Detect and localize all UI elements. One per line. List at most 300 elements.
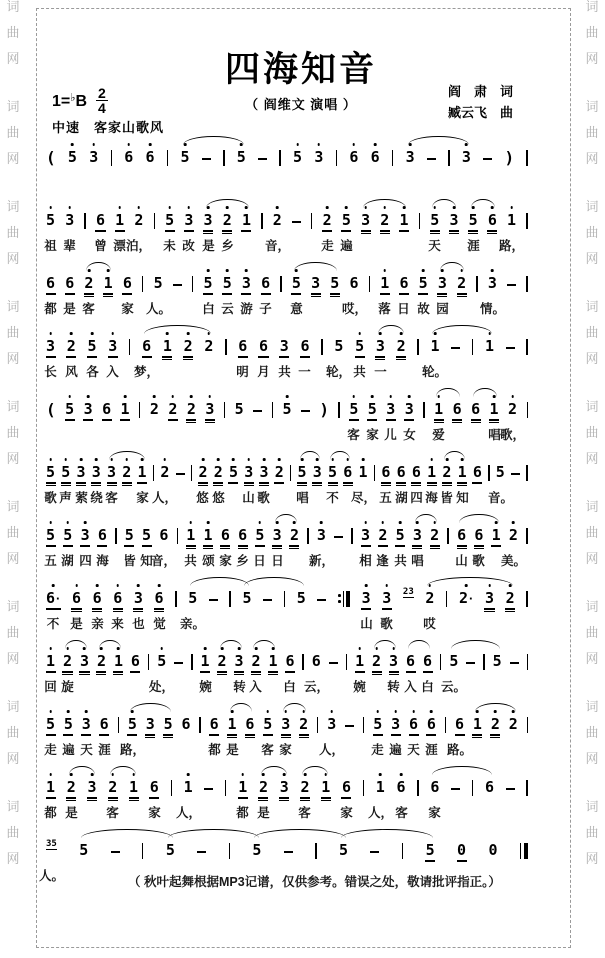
note: 2 (508, 401, 517, 418)
barline (472, 780, 473, 796)
note: 5 (234, 400, 244, 418)
octave-dot (111, 332, 114, 335)
note: 3 (80, 653, 89, 670)
barline (224, 402, 225, 418)
lyric-syllable: 长 (44, 365, 57, 379)
barline (315, 843, 316, 859)
slur-tie-arc (432, 766, 492, 775)
note: 3 (389, 653, 398, 670)
time-numerator: 2 (98, 85, 106, 101)
octave-dot (226, 269, 229, 272)
lyric-syllable: 路， (119, 743, 146, 757)
final-barline (520, 843, 528, 859)
score-line (46, 445, 528, 508)
note: 6 (100, 716, 109, 733)
barline (290, 465, 291, 481)
note: 2 (290, 527, 299, 544)
octave-dot (138, 206, 141, 209)
score (38, 130, 528, 886)
octave-dot (512, 521, 515, 524)
octave-dot (202, 458, 205, 461)
note: 1 (485, 338, 494, 355)
note: 6 (221, 527, 230, 544)
octave-dot (189, 521, 192, 524)
octave-dot (267, 710, 270, 713)
note: 3 (488, 275, 497, 292)
note: 3 (317, 527, 326, 544)
lyrics-row (46, 796, 528, 823)
note: 1 (184, 779, 193, 796)
note: 5 (61, 464, 70, 481)
notes-row (46, 256, 528, 292)
note: 5 (204, 275, 213, 292)
note: 5 (282, 401, 291, 418)
lyric-syllable: 都 (44, 806, 57, 820)
octave-dot (385, 584, 388, 587)
note: 3 (406, 149, 415, 166)
slur-tie-arc (341, 829, 433, 838)
lyrics-row (46, 292, 528, 319)
octave-dot (164, 458, 167, 461)
octave-dot (92, 143, 95, 146)
note: 5 (334, 337, 344, 355)
note: 1 (138, 464, 147, 481)
lyric-syllable: 美。 (500, 554, 527, 568)
note: 3 (205, 401, 214, 418)
barline (317, 717, 318, 733)
note: 6 (349, 274, 359, 292)
note: 3 (314, 149, 323, 166)
barline (225, 780, 226, 796)
watermark-char: 曲 (585, 225, 599, 240)
note: 3 (146, 716, 155, 733)
note: 2 (323, 212, 332, 229)
octave-dot (241, 773, 244, 776)
slur-tie-arc (444, 451, 465, 460)
barline (423, 402, 424, 418)
lyrics-row (46, 544, 528, 571)
duration-dash (506, 788, 515, 790)
lyric-syllable: 爱 (432, 428, 445, 442)
lyric-syllable: 轮。 (421, 365, 448, 379)
note: 3 (244, 464, 253, 481)
slur-tie-arc (408, 136, 469, 145)
parenthesis: ( (46, 400, 56, 419)
note: 2 (506, 590, 515, 607)
lyric-syllable: 游 (240, 302, 253, 316)
barline (526, 465, 527, 481)
note: 3 (361, 212, 370, 229)
slur-tie-arc (440, 262, 464, 271)
lyric-syllable: 萦 (75, 491, 88, 505)
slur-tie-arc (471, 199, 495, 208)
lyric-syllable: 一 (298, 365, 311, 379)
lyric-syllable: 新， (308, 554, 335, 568)
note: 5 (396, 527, 405, 544)
note: 2 (84, 275, 93, 292)
score-line (46, 256, 528, 319)
watermark-right-column (583, 0, 601, 958)
song-title: 四海知音 (224, 50, 377, 89)
octave-dot (124, 395, 127, 398)
duration-dash (506, 347, 515, 349)
note: 6 (455, 716, 464, 733)
note: 1 (359, 464, 368, 481)
lyric-syllable: 湖 (61, 554, 74, 568)
watermark-char: 曲 (585, 325, 599, 340)
end-repeat-barline (338, 591, 350, 607)
lyric-syllable: 亲。 (179, 617, 206, 631)
note: 2 (184, 338, 193, 355)
lyric-syllable: 家 (121, 302, 134, 316)
barline (374, 465, 375, 481)
barline (363, 717, 364, 733)
watermark-char: 词 (6, 0, 20, 14)
lyric-syllable: 旋 (61, 680, 74, 694)
slur-tie-arc (436, 388, 460, 397)
barline (229, 843, 230, 859)
octave-dot (96, 584, 99, 587)
lyric-syllable: 逢 (376, 554, 389, 568)
note: 5 (64, 716, 73, 733)
barline (191, 654, 192, 670)
note: 6 (484, 778, 495, 796)
barline (483, 654, 484, 670)
slur-tie-arc (168, 829, 259, 838)
barline (527, 402, 528, 418)
note: 5 (88, 338, 97, 355)
octave-dot (286, 395, 289, 398)
note: 3 (184, 212, 193, 229)
octave-dot (422, 269, 425, 272)
slur-tie-arc (363, 199, 406, 208)
watermark-char: 网 (6, 51, 20, 66)
slur-tie-arc (261, 766, 287, 775)
watermark-char: 词 (6, 299, 20, 314)
barline (526, 150, 527, 166)
notes-row (46, 697, 528, 733)
octave-dot (276, 206, 279, 209)
note: 2 (187, 401, 196, 418)
slur-tie-arc (254, 829, 346, 838)
note: 5 (328, 464, 337, 481)
note: 3 (107, 464, 116, 481)
lyric-syllable: 家 (428, 806, 441, 820)
lyric-syllable: 都 (236, 806, 249, 820)
note: 1 (492, 527, 501, 544)
octave-dot (49, 647, 52, 650)
score-line (46, 634, 528, 697)
note: 3 (204, 212, 213, 229)
note: 5 (296, 589, 306, 607)
lyric-syllable: 乡 (236, 554, 249, 568)
duration-dash (202, 158, 211, 160)
duration-dash (204, 788, 213, 790)
note: 3 (280, 779, 289, 796)
note: 6 (412, 464, 421, 481)
note: 1 (399, 212, 408, 229)
watermark-char: 网 (585, 551, 599, 566)
watermark-char: 网 (585, 351, 599, 366)
octave-dot (430, 710, 433, 713)
duration-dash (345, 725, 354, 727)
barline (417, 339, 418, 355)
note: 5 (252, 841, 262, 859)
barline (440, 654, 441, 670)
note: 6 (457, 527, 466, 544)
note: 5 (65, 401, 74, 418)
watermark-char: 网 (585, 51, 599, 66)
octave-dot (67, 521, 70, 524)
watermark-char: 词 (6, 199, 20, 214)
note: 5 (157, 653, 166, 670)
performer-line: （ 阎维文 演唱 ） (245, 97, 357, 112)
watermark-char: 曲 (585, 625, 599, 640)
octave-dot (91, 332, 94, 335)
octave-dot (188, 206, 191, 209)
lyric-syllable: 未 (163, 239, 176, 253)
octave-dot (95, 458, 98, 461)
watermark-char: 词 (585, 499, 599, 514)
barline (280, 276, 281, 292)
note: 6 (427, 716, 436, 733)
duration-dash (370, 851, 379, 853)
note: 3 (361, 527, 370, 544)
octave-dot (320, 521, 323, 524)
lyric-syllable: 都 (44, 302, 57, 316)
octave-dot (49, 773, 52, 776)
lyric-syllable: 转 (233, 680, 246, 694)
note: 1 (490, 401, 499, 418)
octave-dot (376, 710, 379, 713)
note: 6 (181, 715, 191, 733)
lyric-syllable: 一 (374, 365, 387, 379)
parenthesis: ) (504, 148, 515, 167)
note: 2 (134, 212, 143, 229)
slur-tie-arc (451, 640, 500, 649)
lyric-syllable: 是 (257, 806, 270, 820)
barline (167, 150, 168, 166)
note: 3 (313, 464, 322, 481)
barline (446, 591, 447, 607)
duration-dash (317, 599, 326, 601)
lyric-syllable: 各 (86, 365, 99, 379)
lyric-syllable: 梦， (133, 365, 160, 379)
octave-dot (118, 206, 121, 209)
slur-tie-arc (432, 199, 456, 208)
lyric-syllable: 白 (202, 302, 215, 316)
watermark-char: 网 (6, 651, 20, 666)
note: 3 (413, 527, 422, 544)
note: 3 (108, 338, 117, 355)
note: 6 (259, 338, 268, 355)
duration-dash (329, 662, 338, 664)
note: 6 (430, 778, 440, 796)
score-line (46, 697, 528, 760)
watermark-char: 网 (6, 451, 20, 466)
note: 3 (273, 527, 282, 544)
barline (171, 780, 172, 796)
note: 6 (123, 275, 132, 292)
note: 6 (471, 401, 480, 418)
octave-dot (70, 332, 73, 335)
watermark-char: 词 (585, 199, 599, 214)
note: 6 (98, 527, 107, 544)
barline (369, 276, 370, 292)
note: 2 (430, 527, 439, 544)
octave-dot (400, 773, 403, 776)
lyric-syllable: 曾 (94, 239, 107, 253)
lyric-syllable: 不 (326, 491, 339, 505)
note: 1 (321, 779, 330, 796)
watermark-char: 网 (585, 151, 599, 166)
lyric-syllable: 歌 (257, 491, 270, 505)
note: 1 (204, 527, 213, 544)
barline (419, 213, 420, 229)
time-denominator: 4 (98, 100, 106, 116)
watermark-char: 曲 (6, 325, 20, 340)
note: 3 (391, 716, 400, 733)
note: 5 (46, 527, 55, 544)
watermark-char: 网 (585, 851, 599, 866)
note: 1 (104, 275, 113, 292)
lyric-syllable: 音， (264, 239, 291, 253)
lyrics-row (46, 670, 528, 697)
note: 2 (509, 527, 518, 544)
watermark-char: 曲 (6, 225, 20, 240)
octave-dot (353, 395, 356, 398)
note: 5 (164, 716, 173, 733)
slur-tie-arc (130, 703, 171, 712)
barline (261, 213, 262, 229)
slur-tie-arc (408, 640, 430, 649)
lyric-syllable: 祖 (44, 239, 57, 253)
lyrics-row (46, 418, 528, 445)
duration-dash (253, 410, 262, 412)
note: 6 (423, 653, 432, 670)
barline (526, 780, 527, 796)
octave-dot (491, 269, 494, 272)
octave-dot (374, 143, 377, 146)
watermark-char: 网 (6, 851, 20, 866)
lyric-syllable: 共 (394, 554, 407, 568)
slur-tie-arc (374, 640, 396, 649)
note: 3 (485, 590, 494, 607)
note: 5 (46, 464, 55, 481)
lyric-syllable: 觉 (153, 617, 166, 631)
note: 5 (449, 652, 459, 670)
lyric-syllable: 不 (46, 617, 60, 631)
lyric-syllable: 人， (175, 806, 202, 820)
lyric-syllable: 漂 (113, 239, 126, 253)
note: 3 (82, 716, 91, 733)
notes-row (46, 193, 528, 229)
lyric-syllable: 都 (208, 743, 221, 757)
tempo-marking: 中速 客家山歌风 (52, 120, 165, 135)
note: 6 (285, 653, 294, 670)
lyric-syllable: 来 (111, 617, 124, 631)
note: 3 (382, 590, 391, 607)
note: 3 (311, 275, 320, 292)
octave-dot (382, 521, 385, 524)
note: 1 (473, 716, 482, 733)
note: 2 (97, 653, 106, 670)
octave-dot (204, 647, 207, 650)
barline (225, 339, 226, 355)
lyrics-row (46, 607, 528, 634)
notes-row (46, 130, 528, 166)
note: 5 (63, 527, 72, 544)
watermark-char: 词 (585, 99, 599, 114)
slur-tie-arc (427, 577, 513, 586)
watermark-char: 词 (585, 0, 599, 14)
lyric-syllable: 人。 (38, 869, 65, 883)
note: 1 (228, 716, 237, 733)
watermark-char: 曲 (585, 425, 599, 440)
barline (392, 150, 393, 166)
barline (192, 276, 193, 292)
slur-tie-arc (432, 325, 492, 334)
lyric-syllable: 客 (395, 806, 408, 820)
octave-dot (345, 206, 348, 209)
key-base: 1= (52, 93, 71, 110)
note: 3 (46, 338, 55, 355)
note: 5 (368, 401, 377, 418)
lyric-syllable: 海 (425, 491, 438, 505)
watermark-char: 曲 (6, 625, 20, 640)
octave-dot (510, 206, 513, 209)
octave-dot (259, 521, 262, 524)
barline (526, 276, 527, 292)
note: 5 (242, 589, 252, 607)
note: 1 (430, 338, 439, 355)
notes-row (46, 319, 528, 355)
duration-dash (511, 473, 520, 475)
note: 6 (210, 716, 219, 733)
lyric-syllable: 情。 (479, 302, 506, 316)
lyric-syllable: 家 (136, 491, 149, 505)
barline (417, 780, 418, 796)
duration-dash (292, 221, 301, 223)
octave-dot (67, 710, 70, 713)
notes-row (46, 634, 528, 670)
note: 1 (238, 779, 247, 796)
note: 6 (381, 464, 390, 481)
lyric-syllable: 走 (44, 743, 57, 757)
octave-dot (362, 458, 365, 461)
lyric-syllable: 客 (347, 428, 360, 442)
octave-dot (85, 710, 88, 713)
barline (447, 528, 448, 544)
lyric-syllable: 天 (407, 743, 420, 757)
lyric-syllable: 唱 (488, 428, 501, 442)
barline (527, 654, 528, 670)
note: 2 (150, 401, 159, 418)
lyric-syllable: 音。 (487, 491, 514, 505)
note: 6 (65, 275, 74, 292)
slur-tie-arc (330, 451, 350, 460)
lyric-syllable: 是 (63, 302, 76, 316)
lyric-syllable: 处， (148, 680, 175, 694)
octave-dot (68, 395, 71, 398)
note: 5 (469, 212, 478, 229)
lyric-syllable: 涯 (98, 743, 111, 757)
note: 5 (237, 149, 246, 166)
lyric-syllable: 唱 (296, 491, 309, 505)
lyric-syllable: 女 (403, 428, 416, 442)
octave-dot (187, 773, 190, 776)
slur-tie-arc (69, 766, 95, 775)
